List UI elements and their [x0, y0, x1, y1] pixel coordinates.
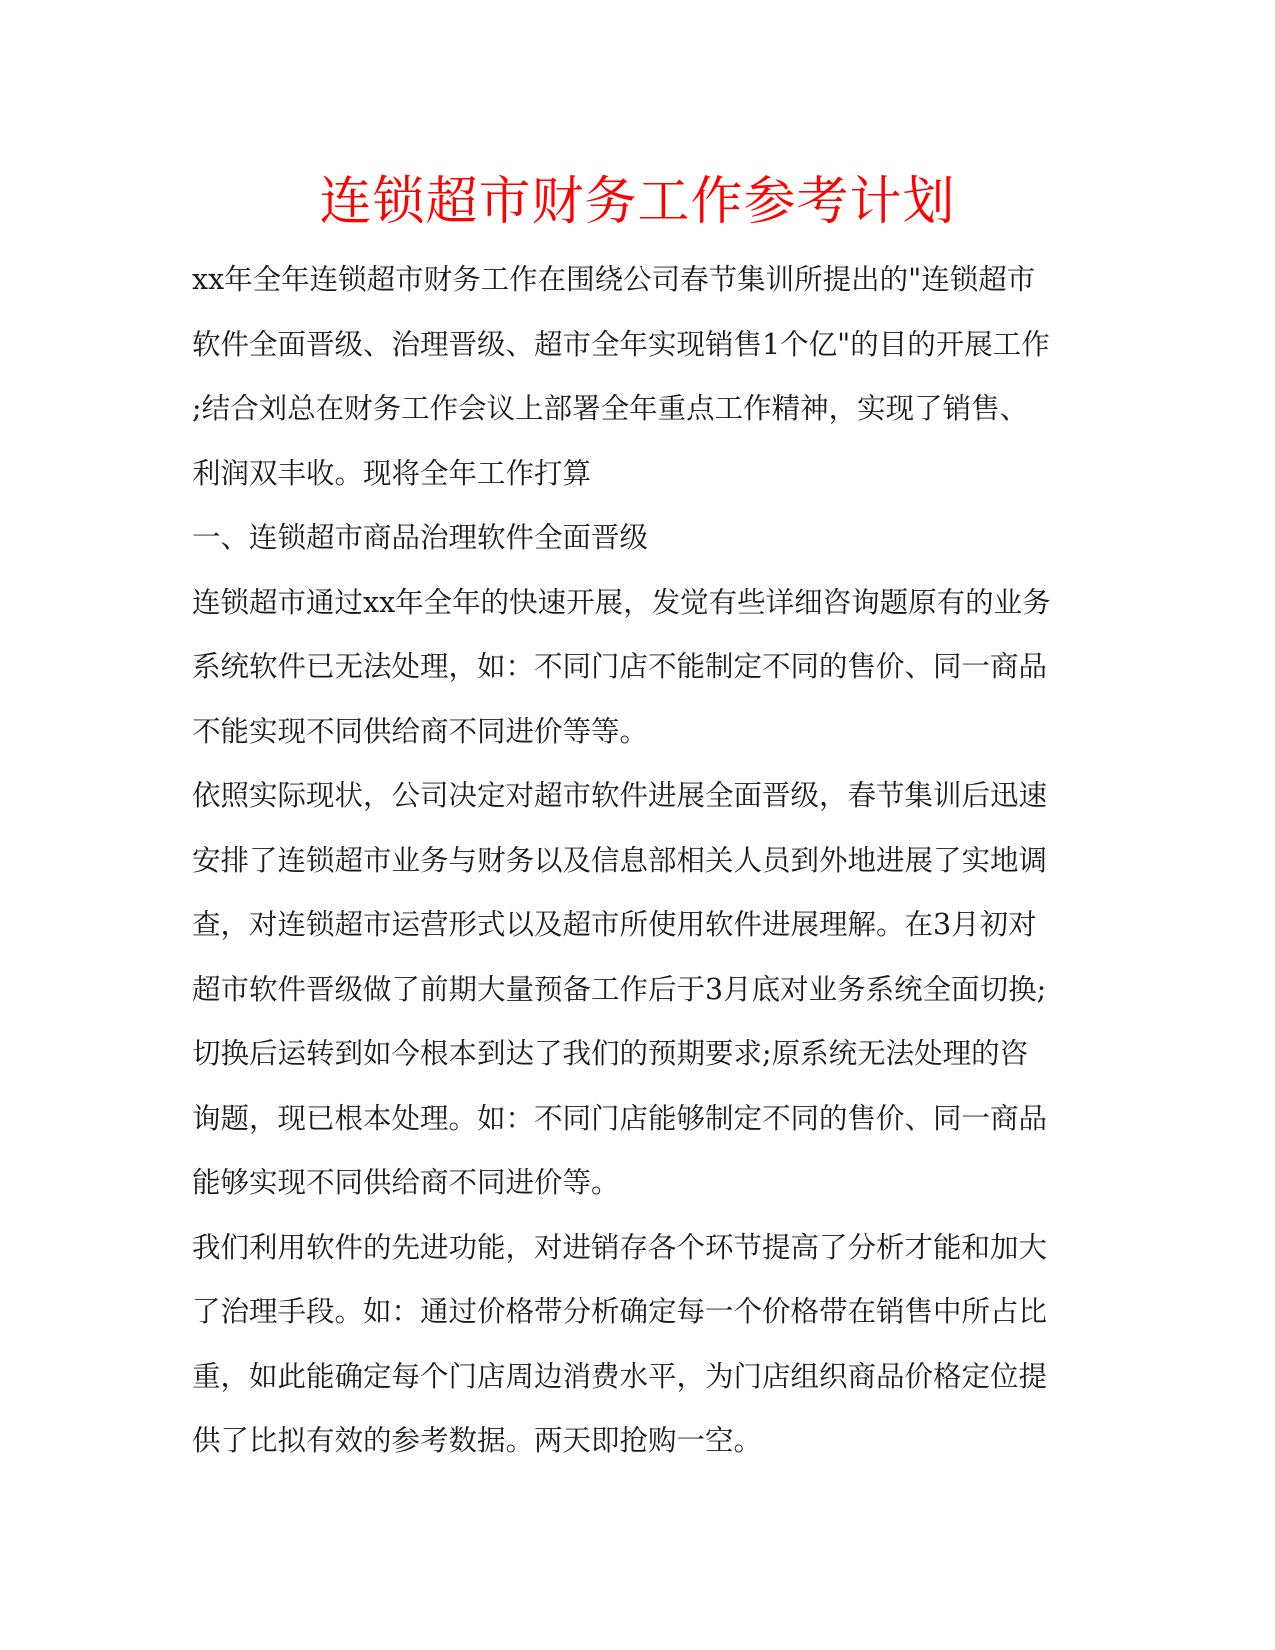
document-body [192, 248, 1072, 1474]
text-line: 查，对连锁超市运营形式以及超市所使用软件进展理解。在3月初对 [192, 908, 1037, 941]
text-line: 依照实际现状，公司决定对超市软件进展全面晋级，春节集训后迅速 [192, 779, 1048, 812]
text-line: 能够实现不同供给商不同进价等。 [192, 1166, 620, 1199]
text-line: 超市软件晋级做了前期大量预备工作后于3月底对业务系统全面切换; [192, 972, 1047, 1006]
text-line: 不能实现不同供给商不同进价等等。 [192, 714, 649, 748]
text-line: 系统软件已无法处理，如：不同门店不能制定不同的售价、同一商品 [192, 650, 1048, 683]
text-line: 我们利用软件的先进功能，对进销存各个环节提高了分析才能和加大 [192, 1230, 1048, 1264]
text-line: 切换后运转到如今根本到达了我们的预期要求;原系统无法处理的咨 [192, 1037, 1029, 1070]
text-line: 利润双丰收。现将全年工作打算 [192, 456, 592, 490]
text-line: 询题，现已根本处理。如：不同门店能够制定不同的售价、同一商品 [192, 1101, 1048, 1135]
document-title: 连锁超市财务工作参考计划 [319, 172, 956, 232]
text-line: 了治理手段。如：通过价格带分析确定每一个价格带在销售中所占比 [192, 1295, 1048, 1328]
text-line: 软件全面晋级、治理晋级、超市全年实现销售1个亿"的目的开展工作 [192, 327, 1050, 361]
text-line: xx年全年连锁超市财务工作在围绕公司春节集训所提出的"连锁超市 [192, 263, 1036, 296]
section-heading: 一、连锁超市商品治理软件全面晋级 [192, 521, 649, 554]
text-line: ;结合刘总在财务工作会议上部署全年重点工作精神，实现了销售、 [192, 392, 1029, 425]
text-line: 重，如此能确定每个门店周边消费水平，为门店组织商品价格定位提 [192, 1359, 1048, 1393]
text-line: 供了比拟有效的参考数据。两天即抢购一空。 [192, 1424, 763, 1457]
text-line: 安排了连锁超市业务与财务以及信息部相关人员到外地进展了实地调 [192, 843, 1048, 877]
text-line: 连锁超市通过xx年全年的快速开展，发觉有些详细咨询题原有的业务 [192, 585, 1051, 619]
